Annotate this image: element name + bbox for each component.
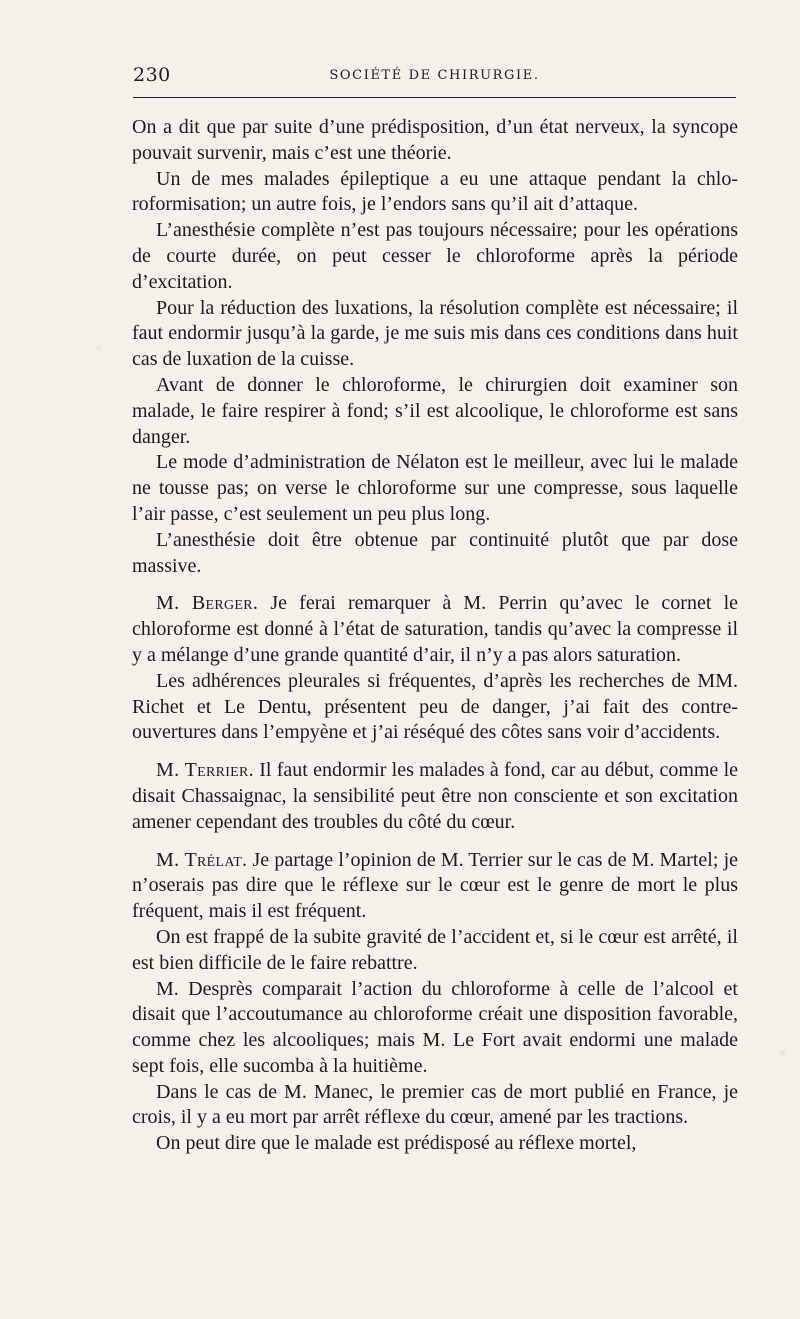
- body-text: [132, 115, 738, 1157]
- paragraph: Dans le cas de M. Manec, le premier cas de mort publié en France, je crois, il y a eu mort par arrêt réflexe du cœur, amené par les tractions.: [132, 1080, 738, 1129]
- header-rule: [133, 97, 736, 98]
- speaker-name: M. Terrier.: [156, 759, 254, 782]
- paragraph: L’anesthésie complète n’est pas toujours nécessaire; pour les opérations de courte durée, on peut cesser le chloroforme après la période d’excitation.: [132, 219, 738, 293]
- paragraph: Les adhérences pleurales si fréquentes, d’après les recherches de MM. Richet et Le Dentu, présentent peu de danger, j’ai fait des contre-ouvertures dans l’empyène et j’ai réséqué des côtes sans voir d’accidents.: [132, 669, 738, 744]
- paragraph: Le mode d’administration de Nélaton est le meilleur, avec lui le malade ne tousse pas; on verse le chloroforme sur une compresse, sous laquelle l’air passe, c’est seulement un peu plus long.: [132, 451, 738, 525]
- paragraph: L’anesthésie doit être obtenue par continuité plutôt que par dose massive.: [132, 528, 738, 577]
- speaker-name: M. Berger.: [156, 592, 259, 615]
- running-title: SOCIÉTÉ DE CHIRURGIE.: [329, 68, 540, 83]
- page-number: 230: [133, 64, 171, 86]
- paragraph-speaker-terrier: M. Terrier. Il faut endormir les malades à fond, car au début, comme le disait Chassaignac, la sensibilité peut être non consciente et son excitation amener cependant des troubles du côté du cœur.: [132, 759, 738, 833]
- paragraph: Avant de donner le chloroforme, le chirurgien doit examiner son malade, le faire respirer à fond; s’il est alcoolique, le chloroforme est sans danger.: [132, 373, 738, 448]
- paragraph: On peut dire que le malade est prédisposé au réflexe mortel,: [156, 1132, 637, 1155]
- paragraph: Pour la réduction des luxations, la résolution complète est nécessaire; il faut endormir jusqu’à la garde, je me suis mis dans ces conditions dans huit cas de luxation de la cuisse.: [132, 296, 738, 371]
- paper-blemish: [96, 345, 101, 350]
- paragraph: On a dit que par suite d’une prédisposition, d’un état nerveux, la syncope pouvait survenir, mais c’est une théorie.: [132, 116, 738, 164]
- paragraph: On est frappé de la subite gravité de l’accident et, si le cœur est arrêté, il est bien difficile de le faire rebattre.: [132, 925, 738, 974]
- paragraph-speaker-trelat: M. Trélat. Je partage l’opinion de M. Terrier sur le cas de M. Martel; je n’oserais pas dire que le réflexe sur le cœur est le genre de mort le plus fréquent, mais il est fréquent.: [132, 848, 738, 923]
- paragraph: M. Desprès comparait l’action du chloroforme à celle de l’alcool et disait que l’accoutumance au chloroforme créait une disposition favorable, comme chez les alcooliques; mais M. Le Fort avait endormi une malade sept fois, elle sucomba à la huitième.: [132, 977, 738, 1077]
- running-head: [133, 64, 736, 88]
- paragraph: Un de mes malades épileptique a eu une attaque pendant la chloroformisation; un autre fois, je l’endors sans qu’il ait d’attaque.: [132, 167, 738, 216]
- speaker-name: M. Trélat.: [156, 848, 248, 871]
- paragraph-speaker-berger: M. Berger. Je ferai remarquer à M. Perrin qu’avec le cornet le chloroforme est donné à l’état de saturation, tandis qu’avec la compresse il y a mélange d’une grande quantité d’air, il n’y a pas alors saturation.: [132, 592, 739, 666]
- paper-blemish: [780, 1050, 786, 1056]
